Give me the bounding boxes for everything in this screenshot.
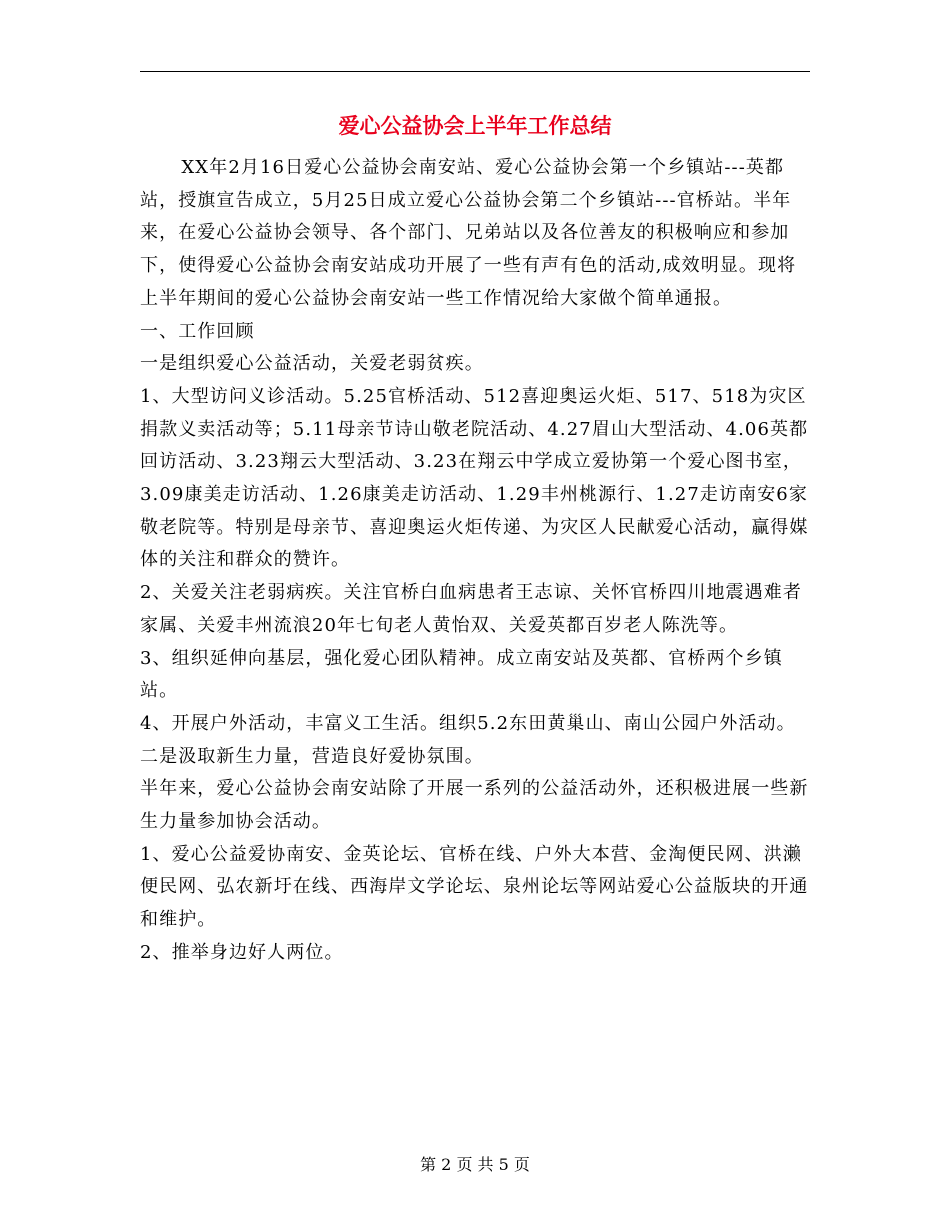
paragraph-recommend: 2、推举身边好人两位。 <box>140 941 344 963</box>
document-body <box>140 152 810 970</box>
subheading-activities: 一是组织爱心公益活动，关爱老弱贫疾。 <box>140 353 484 375</box>
paragraph-websites: 1、爱心公益爱协南安、金英论坛、官桥在线、户外大本营、金淘便民网、洪濑便民网、弘农新圩在线、西海岸文学论坛、泉州论坛等网站爱心公益版块的开通和维护。 <box>140 843 809 931</box>
subheading-new-forces: 二是汲取新生力量，营造良好爱协氛围。 <box>140 745 484 767</box>
page-footer: 第 2 页 共 5 页 <box>420 1155 530 1174</box>
paragraph-item-1: 1、大型访问义诊活动。5.25官桥活动、512喜迎奥运火炬、517、518为灾区捐款义卖活动等；5.11母亲节诗山敬老院活动、4.27眉山大型活动、4.06英都回访活动、3.23翔云大型活动、3.23在翔云中学成立爱协第一个爱心图书室， 3.09康美走访活动、1.26康美走访活动、1.29丰州桃源行、1.27走访南安6家敬老院等。特别是母亲节、喜迎奥运火炬传递、为灾区人民献爱心活动，赢得媒体的关注和群众的赞许。 <box>140 385 809 571</box>
paragraph-item-4: 4、开展户外活动，丰富义工生活。组织5.2东田黄巢山、南山公园户外活动。 <box>140 712 796 734</box>
header-rule <box>140 71 810 72</box>
section-heading-review: 一、工作回顾 <box>140 320 255 342</box>
document-title: 爱心公益协会上半年工作总结 <box>338 113 612 138</box>
paragraph-item-3: 3、组织延伸向基层，强化爱心团队精神。成立南安站及英都、官桥两个乡镇站。 <box>140 647 783 702</box>
paragraph-item-2: 2、关爱关注老弱病疾。关注官桥白血病患者王志谅、关怀官桥四川地震遇难者家属、关爱丰州流浪20年七旬老人黄怡双、关爱英都百岁老人陈洗等。 <box>140 582 802 636</box>
paragraph-half-year: 半年来，爱心公益协会南安站除了开展一系列的公益活动外，还积极进展一些新生力量参加协会活动。 <box>140 778 809 833</box>
paragraph-intro: XX年2月16日爱心公益协会南安站、爱心公益协会第一个乡镇站---英都站，授旗宣告成立，5月25日成立爱心公益协会第二个乡镇站---官桥站。半年来，在爱心公益协会领导、各个部门、兄弟站以及各位善友的积极响应和参加下，使得爱心公益协会南安站成功开展了一些有声有色的活动,成效明显。现将上半年期间的爱心公益协会南安站一些工作情况给大家做个简单通报。 <box>140 157 797 309</box>
